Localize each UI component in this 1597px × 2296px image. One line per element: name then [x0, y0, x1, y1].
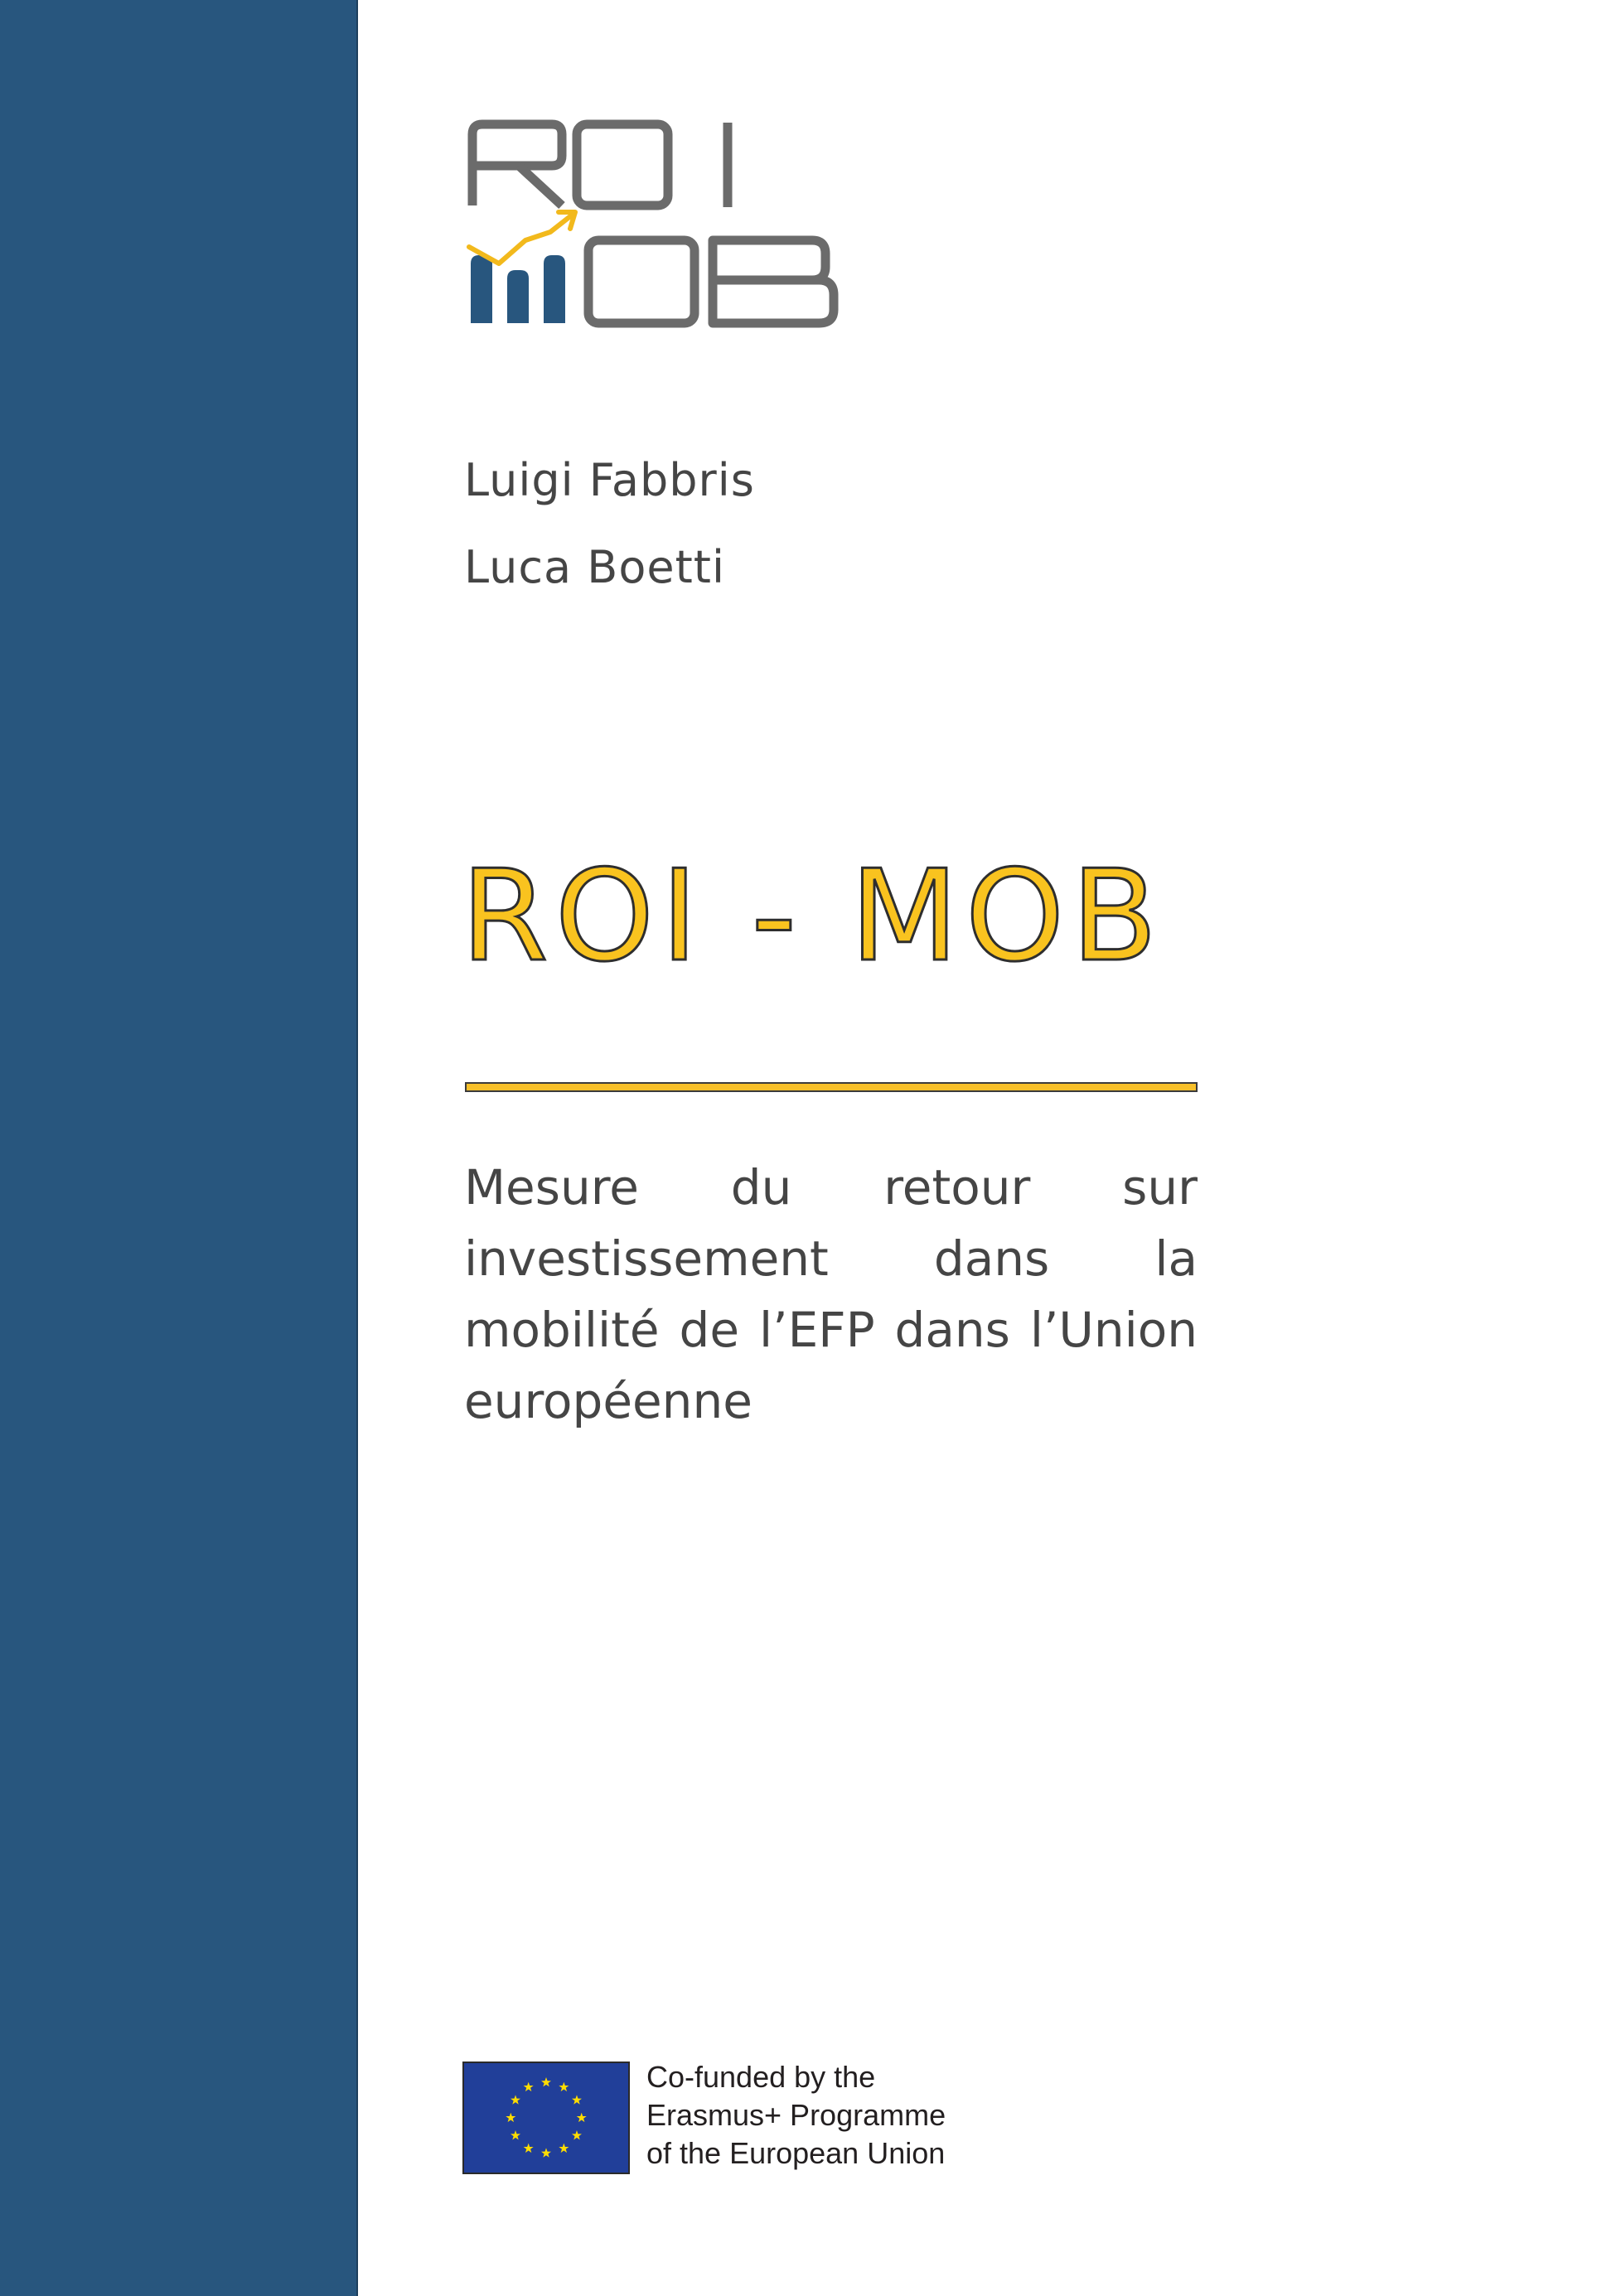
- eu-flag-icon: [462, 2062, 630, 2174]
- roi-mob-logo: [464, 116, 845, 331]
- logo-letter-m: [471, 255, 565, 323]
- logo-letter-o-2: [588, 240, 694, 323]
- cofunded-line: Erasmus+ Programme: [646, 2098, 946, 2132]
- cofunded-statement: [646, 2058, 946, 2173]
- logo-letter-o: [577, 124, 668, 205]
- author-name: Luigi Fabbris: [464, 454, 755, 506]
- logo-letter-r: [472, 124, 562, 205]
- logo-letter-b: [713, 240, 834, 323]
- cofunded-line: Co-funded by the: [646, 2060, 876, 2094]
- title-divider: [465, 1082, 1198, 1092]
- side-color-band: [0, 0, 358, 2296]
- document-title: ROI - MOB: [461, 843, 1164, 989]
- author-name: Luca Boetti: [464, 541, 725, 593]
- cofunded-line: of the European Union: [646, 2136, 946, 2170]
- document-subtitle: Mesure du retour sur investissement dans la mobilité de l’EFP dans l’Union européenne: [464, 1159, 1198, 1429]
